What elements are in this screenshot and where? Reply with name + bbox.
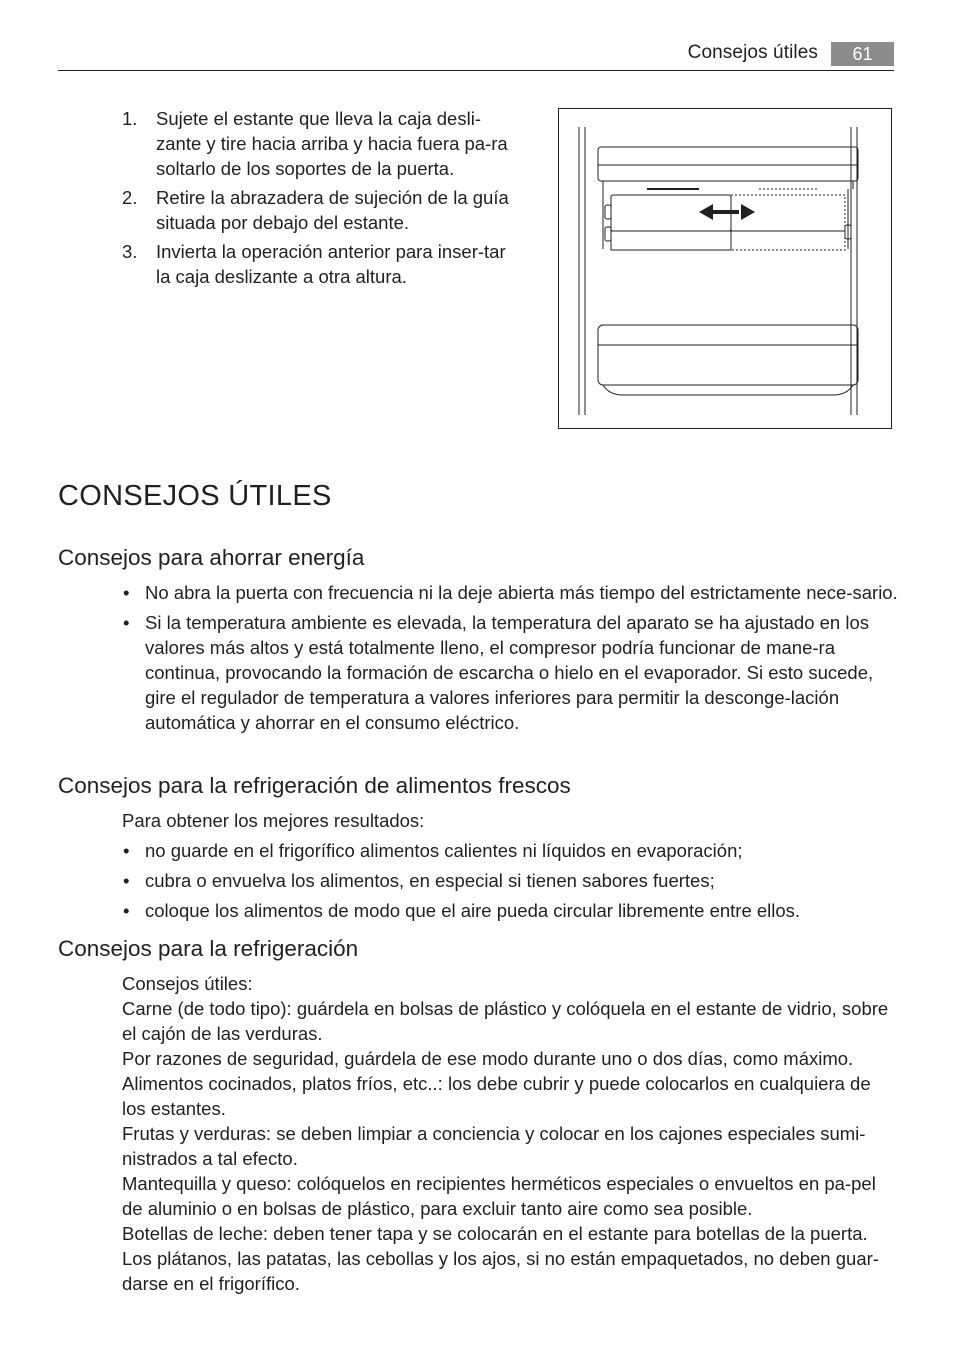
refrigeration-heading: Consejos para la refrigeración <box>58 936 359 961</box>
fridge-door-drawing <box>559 109 891 428</box>
step-text: Invierta la operación anterior para inser-tar la caja deslizante a otra altura. <box>156 241 506 287</box>
paragraph-line: Los plátanos, las patatas, las cebollas y los ajos, si no están empaquetados, no deben guar-darse en el frigorífico. <box>122 1248 879 1294</box>
step-item <box>122 239 522 289</box>
paragraph-line: Por razones de seguridad, guárdela de ese modo durante uno o dos días, como máximo. <box>122 1048 854 1069</box>
list-item <box>122 610 898 735</box>
paragraph-line: Mantequilla y queso: colóquelos en recipientes herméticos especiales o envueltos en pa-pel de aluminio o en bolsas de plástico, para excluir tanto aire como sea posible. <box>122 1173 876 1219</box>
bullet-icon: • <box>123 900 130 921</box>
step-number: 2. <box>122 187 138 208</box>
paragraph-line: Carne (de todo tipo): guárdela en bolsas de plástico y colóquela en el estante de vidrio, sobre el cajón de las verduras. <box>122 998 889 1044</box>
page-number-badge: 61 <box>831 42 894 66</box>
energy-list <box>122 580 898 740</box>
bullet-icon: • <box>123 612 130 633</box>
double-arrow-icon <box>699 204 755 220</box>
list-item-text: coloque los alimentos de modo que el aire pueda circular libremente entre ellos. <box>145 900 801 921</box>
list-item-text: cubra o envuelva los alimentos, en especial si tienen sabores fuertes; <box>145 870 715 891</box>
steps-list <box>122 106 522 293</box>
paragraph-line: Frutas y verduras: se deben limpiar a conciencia y colocar en los cajones especiales sumi-nistrados a tal efecto. <box>122 1123 866 1169</box>
bullet-icon: • <box>123 582 130 603</box>
section-title: CONSEJOS ÚTILES <box>58 480 332 512</box>
step-text: Retire la abrazadera de sujeción de la guía situada por debajo del estante. <box>156 187 509 233</box>
paragraph-line: Botellas de leche: deben tener tapa y se colocarán en el estante para botellas de la puerta. <box>122 1223 868 1244</box>
list-item <box>122 580 898 605</box>
step-text: Sujete el estante que lleva la caja desli-zante y tire hacia arriba y hacia fuera pa-ra soltarlo de los soportes de la puerta. <box>156 108 508 179</box>
running-header-title: Consejos útiles <box>687 42 818 63</box>
paragraph-line: Alimentos cocinados, platos fríos, etc..: los debe cubrir y puede colocarlos en cualquiera de los estantes. <box>122 1073 871 1119</box>
refrigeration-text <box>122 971 898 1296</box>
bullet-icon: • <box>123 870 130 891</box>
step-item <box>122 106 522 181</box>
list-item-text: no guarde en el frigorífico alimentos calientes ni líquidos en evaporación; <box>145 840 743 861</box>
door-shelf-slide-illustration <box>558 108 892 429</box>
bullet-icon: • <box>123 840 130 861</box>
list-item-text: No abra la puerta con frecuencia ni la deje abierta más tiempo del estrictamente nece-sario. <box>145 582 898 603</box>
list-item <box>122 868 898 893</box>
step-number: 3. <box>122 241 138 262</box>
energy-heading: Consejos para ahorrar energía <box>58 545 365 570</box>
list-item <box>122 898 898 923</box>
step-item <box>122 185 522 235</box>
fresh-food-heading: Consejos para la refrigeración de alimentos frescos <box>58 773 571 798</box>
step-number: 1. <box>122 108 138 129</box>
list-item <box>122 838 898 863</box>
fresh-food-list <box>122 838 898 928</box>
list-item-text: Si la temperatura ambiente es elevada, la temperatura del aparato se ha ajustado en los valores más altos y está totalmente lleno, el compresor podría funcionar de mane-ra continua, provocando la formación de escarcha o hielo en el evaporador. Si esto sucede, gire el regulador de temperatura a valores inferiores para permitir la desconge-lación automática y ahorrar en el consumo eléctrico. <box>145 612 874 733</box>
header-divider <box>58 70 894 71</box>
fresh-food-intro <box>122 808 898 833</box>
paragraph-line: Consejos útiles: <box>122 973 253 994</box>
intro-text: Para obtener los mejores resultados: <box>122 810 425 831</box>
